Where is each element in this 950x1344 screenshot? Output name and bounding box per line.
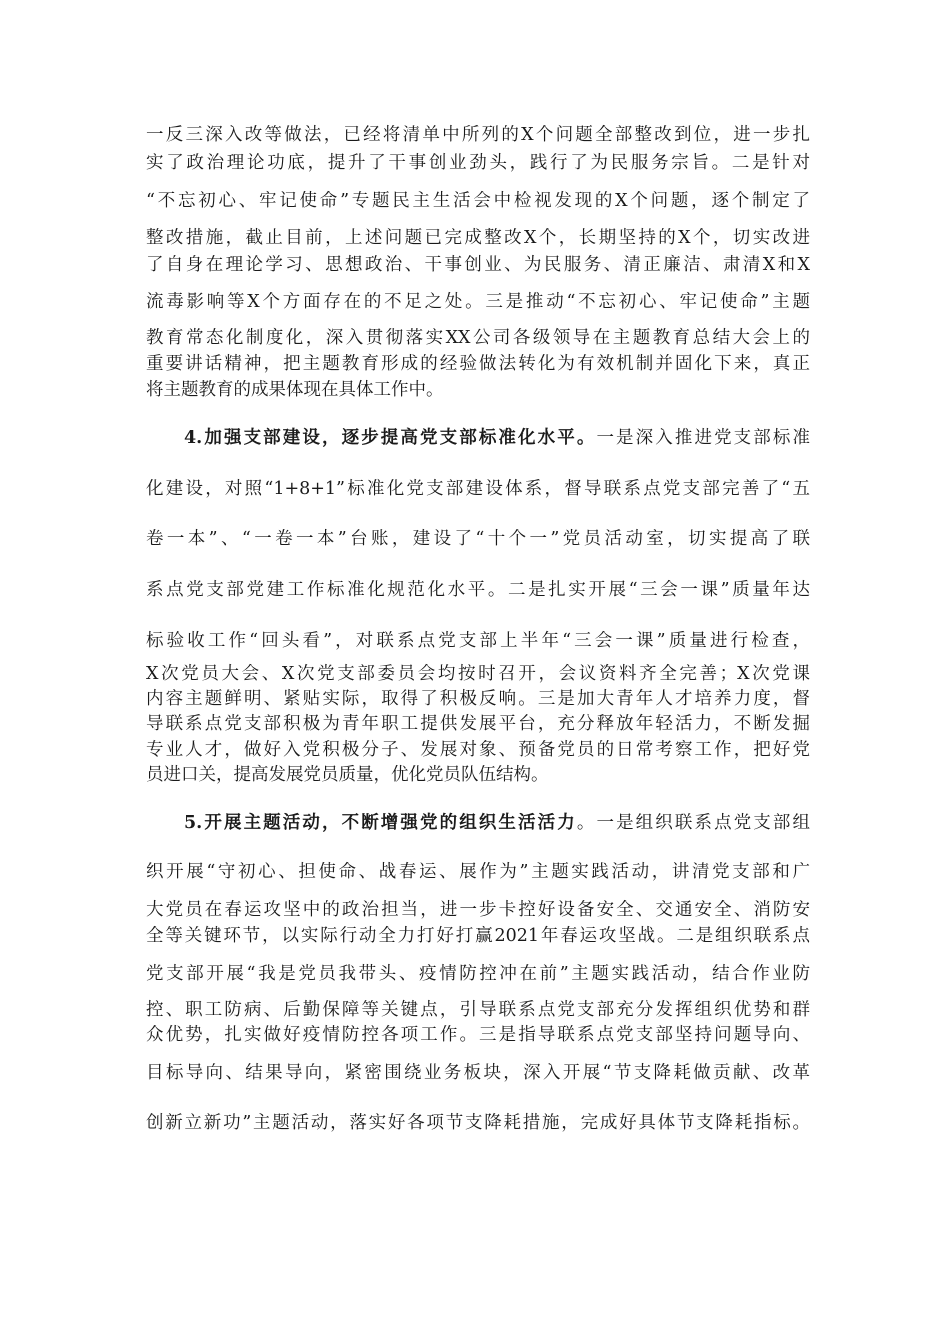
paragraph-line: 内容主题鲜明、紧贴实际，取得了积极反响。三是加大青年人才培养力度，督 [146, 689, 810, 709]
paragraph-line: “不忘初心、牢记使命”专题民主生活会中检视发现的X个问题，逐个制定了 [146, 191, 810, 211]
paragraph-line: 全等关键环节，以实际行动全力打好打赢2021年春运攻坚战。二是组织联系点 [146, 926, 810, 946]
paragraph-line: 整改措施，截止目前，上述问题已完成整改X个，长期坚持的X个，切实改进 [146, 228, 810, 248]
paragraph-line: X次党员大会、X次党支部委员会均按时召开，会议资料齐全完善；X次党课 [146, 664, 810, 684]
section-4-first-line-text: 一是深入推进党支部标准 [596, 428, 810, 448]
paragraph-line: 目标导向、结果导向，紧密围绕业务板块，深入开展“节支降耗做贡献、改革 [146, 1063, 810, 1083]
paragraph-line: 实了政治理论功底，提升了干事创业劲头，践行了为民服务宗旨。二是针对 [146, 153, 810, 173]
section-5-first-line [184, 812, 810, 834]
paragraph-line: 员进口关，提高发展党员质量，优化党员队伍结构。 [146, 765, 549, 785]
paragraph-line: 大党员在春运攻坚中的政治担当，进一步卡控好设备安全、交通安全、消防安 [146, 900, 810, 920]
paragraph-line: 重要讲话精神，把主题教育形成的经验做法转化为有效机制并固化下来，真正 [146, 354, 810, 374]
paragraph-line: 众优势，扎实做好疫情防控各项工作。三是指导联系点党支部坚持问题导向、 [146, 1025, 810, 1045]
paragraph-line: 控、职工防病、后勤保障等关键点，引导联系点党支部充分发挥组织优势和群 [146, 1000, 810, 1020]
paragraph-line: 标验收工作“回头看”，对联系点党支部上半年“三会一课”质量进行检查， [146, 631, 810, 651]
section-4-first-line [184, 427, 810, 449]
paragraph-line: 党支部开展“我是党员我带头、疫情防控冲在前”主题实践活动，结合作业防 [146, 964, 810, 984]
paragraph-line: 织开展“守初心、担使命、战春运、展作为”主题实践活动，讲清党支部和广 [146, 862, 810, 882]
section-5-heading: 5.开展主题活动，不断增强党的组织生活活力 [184, 813, 577, 833]
paragraph-line: 化建设，对照“1+8+1”标准化党支部建设体系，督导联系点党支部完善了“五 [146, 479, 810, 499]
paragraph-line: 卷一本”、“一卷一本”台账，建设了“十个一”党员活动室，切实提高了联 [146, 529, 810, 549]
paragraph-line: 教育常态化制度化，深入贯彻落实XX公司各级领导在主题教育总结大会上的 [146, 328, 810, 348]
paragraph-line: 将主题教育的成果体现在具体工作中。 [146, 380, 444, 400]
paragraph-line: 导联系点党支部积极为青年职工提供发展平台，充分释放年轻活力，不断发掘 [146, 714, 810, 734]
paragraph-line: 了自身在理论学习、思想政治、干事创业、为民服务、清正廉洁、肃清X和X [146, 255, 810, 275]
paragraph-line: 流毒影响等X个方面存在的不足之处。三是推动“不忘初心、牢记使命”主题 [146, 292, 810, 312]
paragraph-line: 系点党支部党建工作标准化规范化水平。二是扎实开展“三会一课”质量年达 [146, 580, 810, 600]
section-5-first-line-text: 。一是组织联系点党支部组 [576, 813, 811, 833]
paragraph-line: 一反三深入改等做法，已经将清单中所列的X个问题全部整改到位，进一步扎 [146, 125, 810, 145]
paragraph-line: 创新立新功”主题活动，落实好各项节支降耗措施，完成好具体节支降耗指标。 [146, 1113, 810, 1133]
section-4-heading: 4.加强支部建设，逐步提高党支部标准化水平。 [184, 428, 597, 448]
paragraph-line: 专业人才，做好入党积极分子、发展对象、预备党员的日常考察工作，把好党 [146, 740, 810, 760]
